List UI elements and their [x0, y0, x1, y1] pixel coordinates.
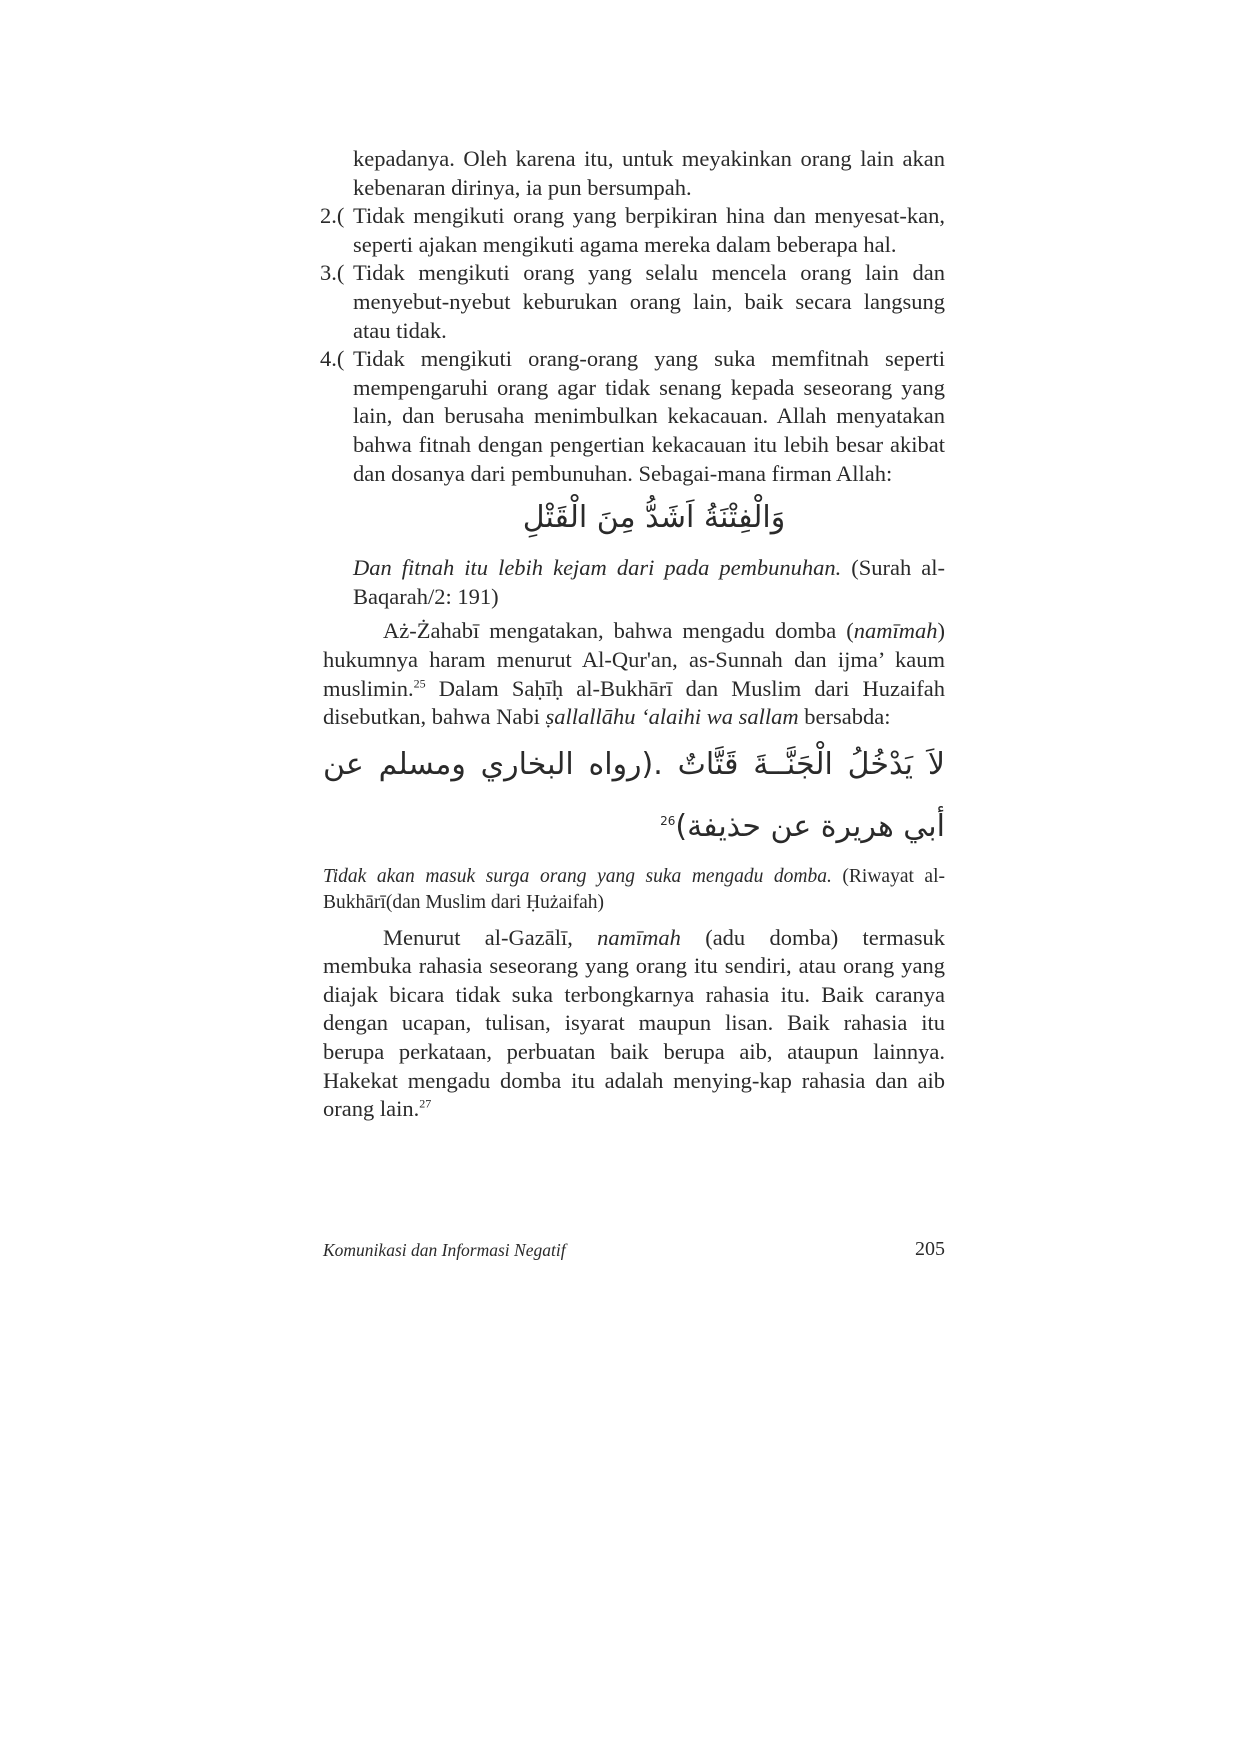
list-item: [320, 202, 945, 259]
list-item-text: Tidak mengikuti orang-orang yang suka memfitnah seperti mempengaruhi orang agar tidak senang kepada seseorang yang lain, dan berusaha menimbulkan kekacauan. Allah menyatakan bahwa fitnah dengan pengertian kekacauan itu lebih besar akibat dan dosanya dari pembunuhan. Sebagai-mana firman Allah:: [353, 346, 945, 486]
footnote-ref-25[interactable]: 25: [413, 676, 426, 690]
italic-term: namīmah: [853, 618, 938, 644]
paragraph-zahabi: [323, 617, 945, 731]
list-number: 3.(: [320, 260, 345, 286]
list-item-text: Tidak mengikuti orang yang selalu mencela orang lain dan menyebut-nyebut keburukan orang lain, baik secara langsung atau tidak.: [353, 260, 945, 343]
text-run: Aż-Żahabī mengatakan, bahwa mengadu domba (: [383, 618, 854, 644]
running-title: Komunikasi dan Informasi Negatif: [323, 1240, 566, 1260]
list-item: [320, 345, 945, 488]
text-run: Menurut al-Gazālī,: [383, 924, 598, 950]
text-run: (adu domba) termasuk membuka rahasia seseorang yang orang itu sendiri, atau orang yang diajak bicara tidak suka terbongkarnya rahasia itu. Baik caranya dengan ucapan, tulisan, isyarat maupun lisan. Baik rahasia itu berupa perkataan, perbuatan baik berupa aib, ataupun lainnya. Hakekat mengadu domba itu adalah menying-kap rahasia dan aib orang lain.: [323, 924, 945, 1122]
text-run: bersabda:: [798, 704, 891, 730]
hadith-arabic-text: لاَ يَدْخُلُ الْجَنَّــةَ قَتَّاتٌ .(رواه البخاري ومسلم عن أبي هريرة عن حذيفة): [323, 746, 945, 844]
quran-verse-arabic: وَالْفِتْنَةُ اَشَدُّ مِنَ الْقَتْلِ: [522, 500, 786, 536]
italic-term: ṣallallāhu ‘alaihi wa sallam: [545, 704, 799, 730]
quran-translation: [323, 554, 945, 611]
italic-term: namīmah: [597, 924, 681, 950]
page-number: 205: [915, 1238, 945, 1260]
paragraph-gazali: [323, 924, 945, 1124]
footnote-ref-27[interactable]: 27: [419, 1096, 432, 1111]
translation-italic: Dan fitnah itu lebih kejam dari pada pembunuhan.: [353, 555, 842, 581]
intro-paragraph: kepadanya. Oleh karena itu, untuk meyakinkan orang lain akan kebenaran dirinya, ia pun bersumpah.: [353, 146, 945, 200]
list-number: 4.(: [320, 346, 345, 372]
hadith-translation: [323, 864, 945, 916]
page-footer: [323, 1240, 945, 1270]
list-item: [320, 259, 945, 345]
translation-reference: (Riwayat al-Bukhārī(dan Muslim dari Ḥużaifah): [323, 865, 946, 913]
body-text: [320, 145, 946, 1124]
text-run: ) hukumnya haram menurut Al-Qur'an, as-Sunnah dan ijma’ kaum muslimin.: [323, 618, 945, 701]
list-number: 2.(: [320, 203, 345, 229]
translation-italic: Tidak akan masuk surga orang yang suka mengadu domba.: [323, 865, 832, 887]
hadith-arabic: [323, 734, 945, 858]
text-run: Dalam Saḥīḥ al-Bukhārī dan Muslim dari Huzaifah disebutkan, bahwa Nabi: [323, 675, 945, 730]
list-item-text: Tidak mengikuti orang yang berpikiran hina dan menyesat-kan, seperti ajakan mengikuti agama mereka dalam beberapa hal.: [353, 203, 945, 257]
footnote-ref-26[interactable]: 26: [660, 813, 676, 828]
translation-reference: (Surah al-Baqarah/2: 191): [353, 555, 945, 609]
